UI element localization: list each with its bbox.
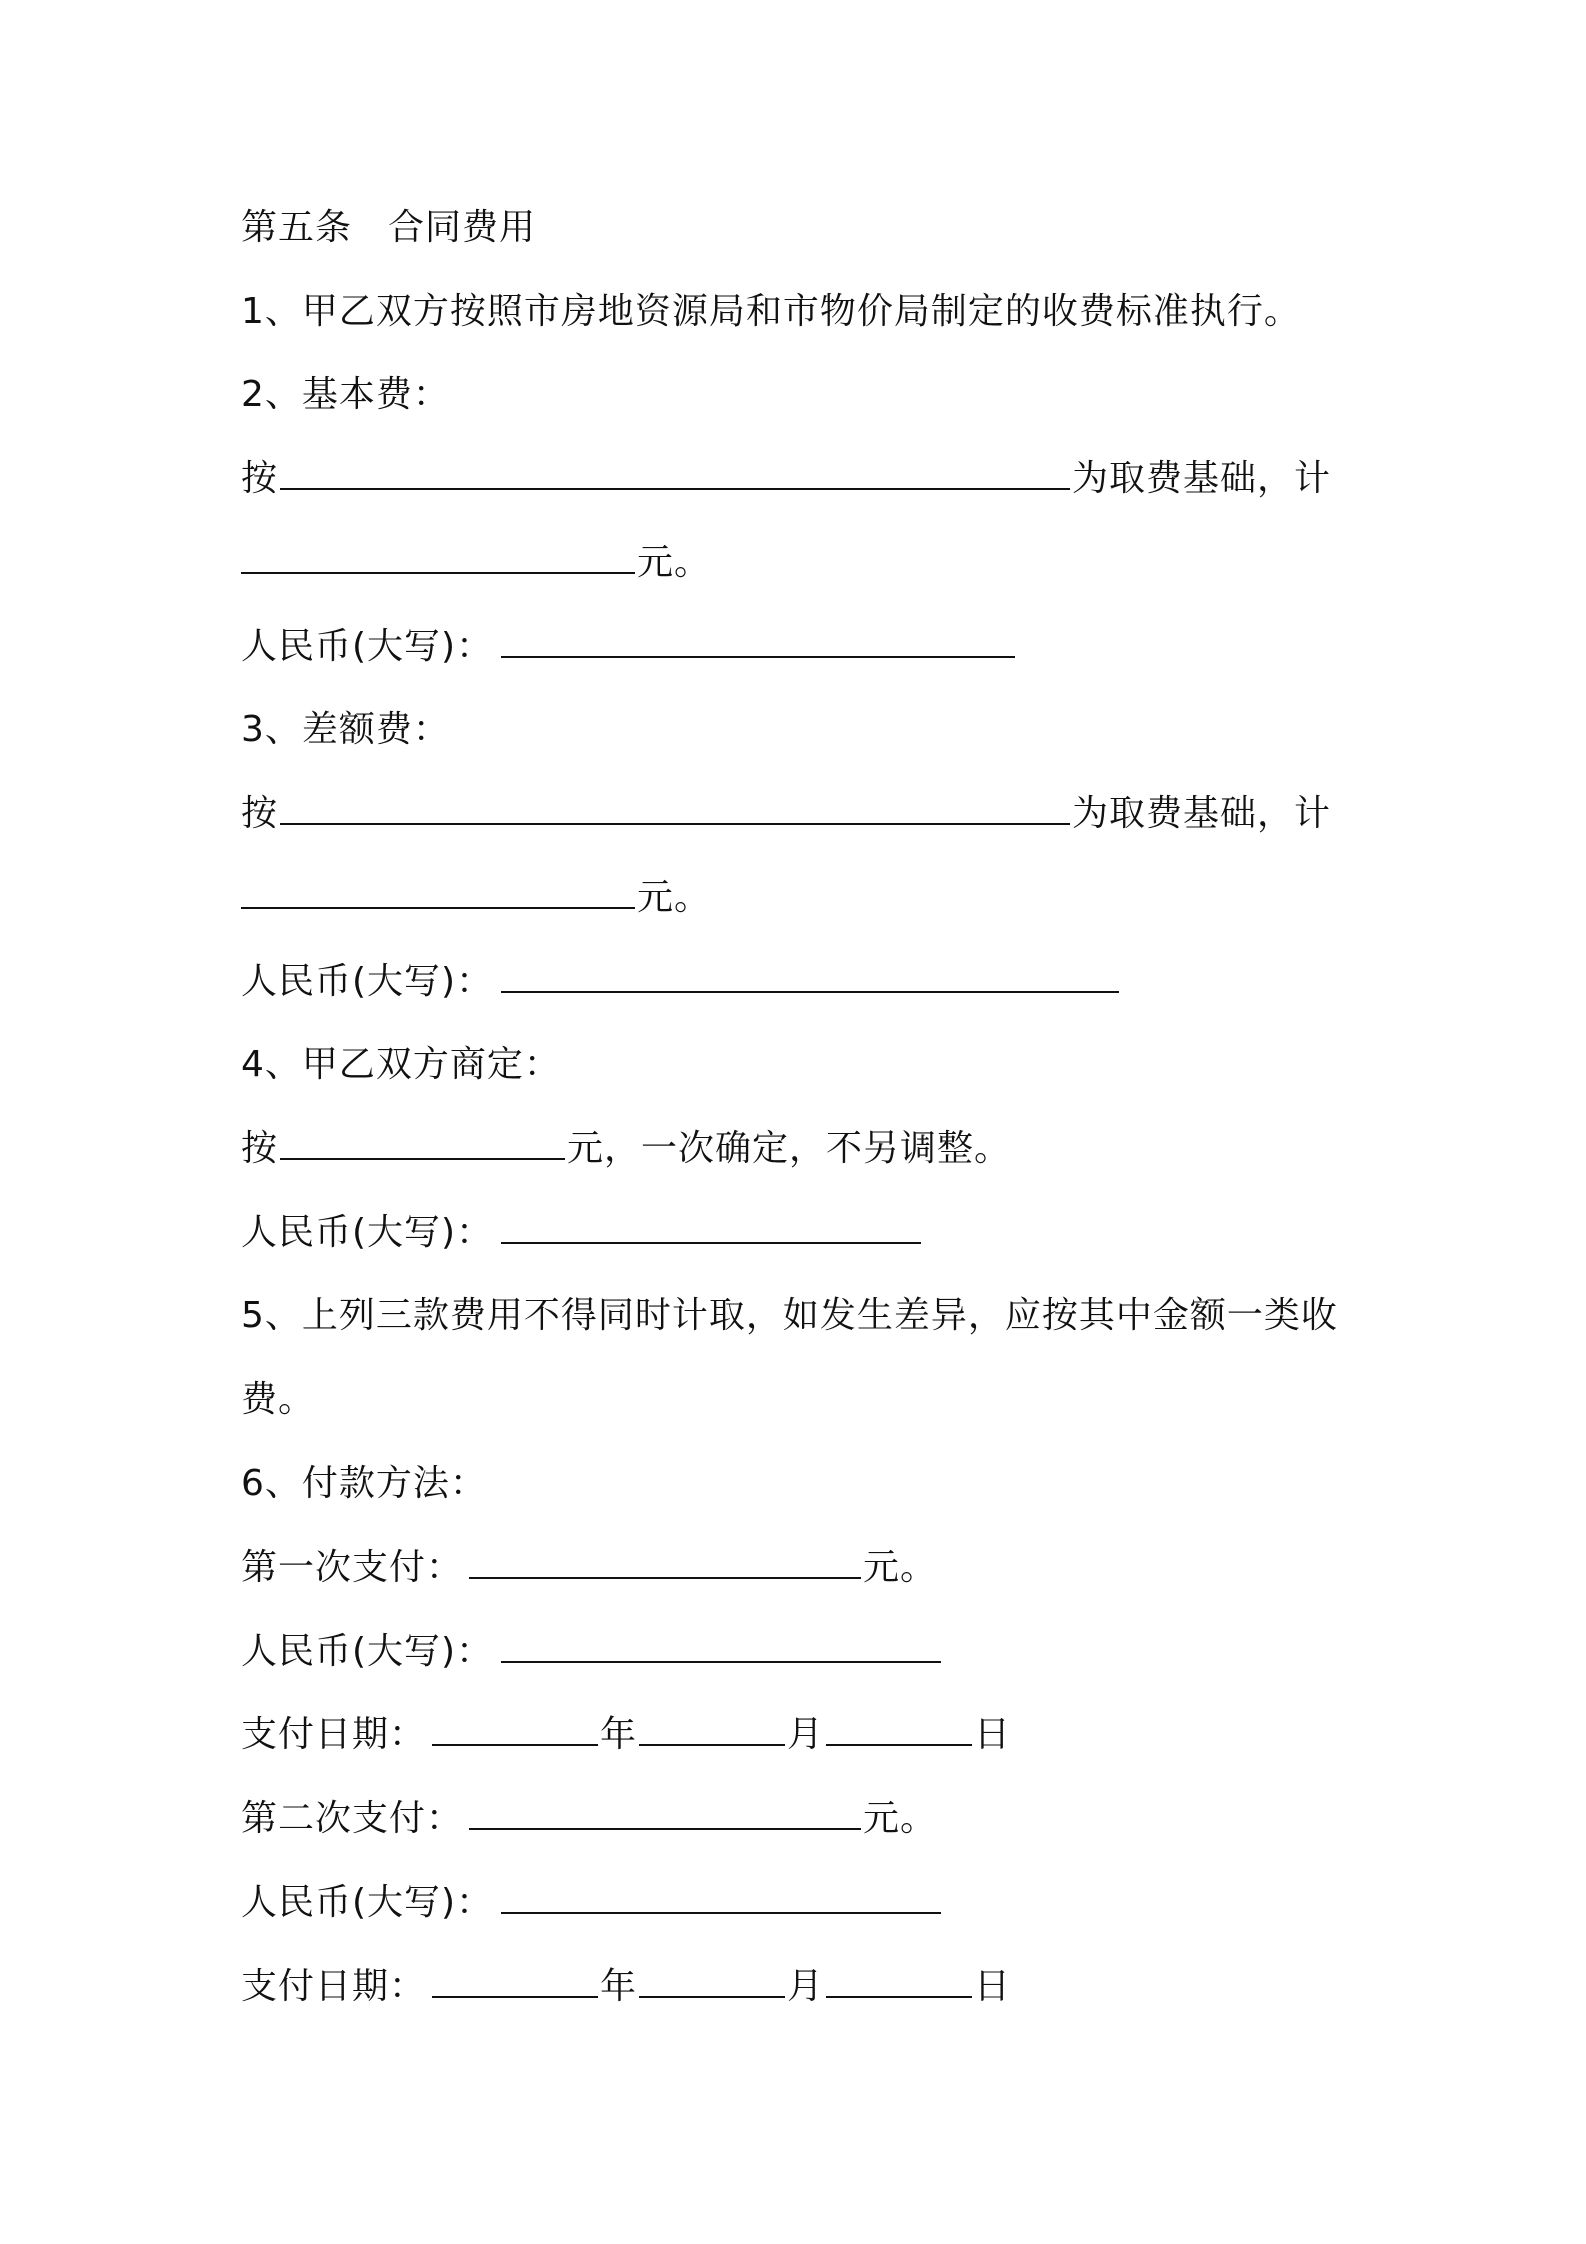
clause-4-prefix: 按 [241, 1128, 279, 1169]
clause-2-amount-blank[interactable] [241, 542, 635, 574]
payment-2-year-blank[interactable] [432, 1966, 598, 1998]
clause-3-heading: 3、差额费： [241, 709, 450, 750]
clause-6-heading: 6、付款方法： [241, 1463, 487, 1504]
clause-3-basis-line [241, 792, 1331, 836]
article-number: 第五条 [241, 207, 353, 248]
payment-2-label: 第二次支付： [241, 1798, 464, 1839]
clause-2-heading: 2、基本费： [241, 374, 450, 415]
clause-4-amount-blank[interactable] [280, 1128, 565, 1160]
clause-3-rmb-line [241, 960, 1121, 1004]
payment-1-year-blank[interactable] [432, 1714, 598, 1746]
payment-2-rmb-blank[interactable] [501, 1882, 941, 1914]
clause-5-line-1: 5、上列三款费用不得同时计取，如发生差异，应按其中金额一类收 [241, 1295, 1338, 1336]
clause-2-basis-prefix: 按 [241, 458, 279, 499]
payment-1-rmb-label: 人民币(大写)： [241, 1631, 494, 1672]
payment-2-month: 月 [787, 1966, 825, 2007]
payment-2-day-blank[interactable] [826, 1966, 972, 1998]
clause-3-amount-suffix: 元。 [637, 877, 712, 918]
payment-2-month-blank[interactable] [639, 1966, 785, 1998]
clause-4-suffix: 元，一次确定，不另调整。 [567, 1128, 1012, 1169]
clause-2-basis-suffix: 为取费基础，计 [1072, 458, 1332, 499]
payment-1-amount-suffix: 元。 [863, 1547, 938, 1588]
payment-1-date-line [241, 1713, 1011, 1757]
clause-3-basis-suffix: 为取费基础，计 [1072, 793, 1332, 834]
clause-3-amount-line [241, 876, 711, 920]
payment-2-rmb-line [241, 1881, 943, 1925]
clause-4-heading: 4、甲乙双方商定： [241, 1044, 561, 1085]
payment-1-amount-blank[interactable] [469, 1547, 861, 1579]
payment-1-year: 年 [600, 1714, 638, 1755]
clause-4-amount-line [241, 1127, 1011, 1171]
clause-2-rmb-blank[interactable] [501, 626, 1015, 658]
clause-2-amount-suffix: 元。 [637, 542, 712, 583]
clause-3-basis-blank[interactable] [280, 793, 1070, 825]
payment-1-month-blank[interactable] [639, 1714, 785, 1746]
payment-2-amount-suffix: 元。 [863, 1798, 938, 1839]
clause-3-basis-prefix: 按 [241, 793, 279, 834]
clause-1: 1、甲乙双方按照市房地资源局和市物价局制定的收费标准执行。 [241, 291, 1301, 332]
clause-4-rmb-line [241, 1211, 923, 1255]
clause-2-basis-blank[interactable] [280, 458, 1070, 490]
payment-2-rmb-label: 人民币(大写)： [241, 1882, 494, 1923]
payment-2-day: 日 [974, 1966, 1012, 2007]
payment-1-amount-line [241, 1546, 937, 1590]
payment-2-date-line [241, 1965, 1011, 2009]
clause-2-rmb-line [241, 625, 1017, 669]
clause-3-amount-blank[interactable] [241, 877, 635, 909]
payment-1-rmb-line [241, 1630, 943, 1674]
payment-1-rmb-blank[interactable] [501, 1631, 941, 1663]
payment-2-date-label: 支付日期： [241, 1966, 427, 2007]
clause-4-rmb-blank[interactable] [501, 1212, 921, 1244]
payment-1-month: 月 [787, 1714, 825, 1755]
payment-2-year: 年 [600, 1966, 638, 2007]
payment-2-amount-blank[interactable] [469, 1798, 861, 1830]
payment-2-amount-line [241, 1797, 937, 1841]
article-heading [241, 206, 536, 250]
payment-1-day: 日 [974, 1714, 1012, 1755]
payment-1-label: 第一次支付： [241, 1547, 464, 1588]
clause-2-amount-line [241, 541, 711, 585]
article-title: 合同费用 [388, 207, 537, 248]
payment-1-date-label: 支付日期： [241, 1714, 427, 1755]
clause-3-rmb-label: 人民币(大写)： [241, 961, 494, 1002]
payment-1-day-blank[interactable] [826, 1714, 972, 1746]
clause-5-line-2: 费。 [241, 1379, 316, 1420]
clause-2-basis-line [241, 457, 1331, 501]
clause-3-rmb-blank[interactable] [501, 961, 1119, 993]
clause-4-rmb-label: 人民币(大写)： [241, 1212, 494, 1253]
clause-2-rmb-label: 人民币(大写)： [241, 626, 494, 667]
